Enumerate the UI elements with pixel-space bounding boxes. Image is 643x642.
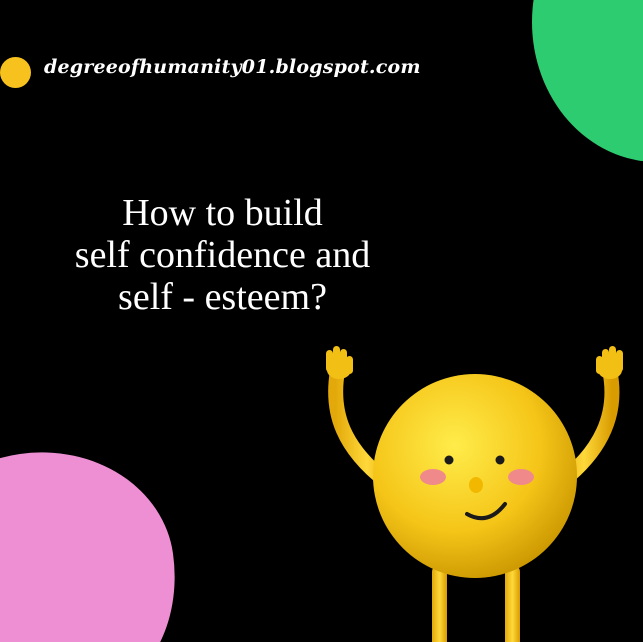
nose [469, 477, 483, 493]
headline-line-2: self confidence and [74, 234, 371, 276]
left-hand [326, 346, 353, 379]
right-hand [596, 346, 623, 379]
right-cheek [508, 469, 534, 485]
headline-line-3: self - esteem? [118, 276, 327, 318]
right-eye [496, 456, 505, 465]
left-eye [445, 456, 454, 465]
headline [40, 192, 405, 318]
pink-blob-decoration [0, 435, 191, 642]
right-leg [505, 565, 520, 642]
blog-url: degreeofhumanity01.blogspot.com [44, 56, 421, 78]
yellow-dot-icon [0, 57, 31, 88]
headline-line-1: How to build [122, 192, 323, 234]
green-blob-decoration [532, 0, 643, 162]
smiley-mascot-icon [300, 340, 643, 642]
left-leg [432, 565, 447, 642]
left-cheek [420, 469, 446, 485]
mascot-head [373, 374, 577, 578]
